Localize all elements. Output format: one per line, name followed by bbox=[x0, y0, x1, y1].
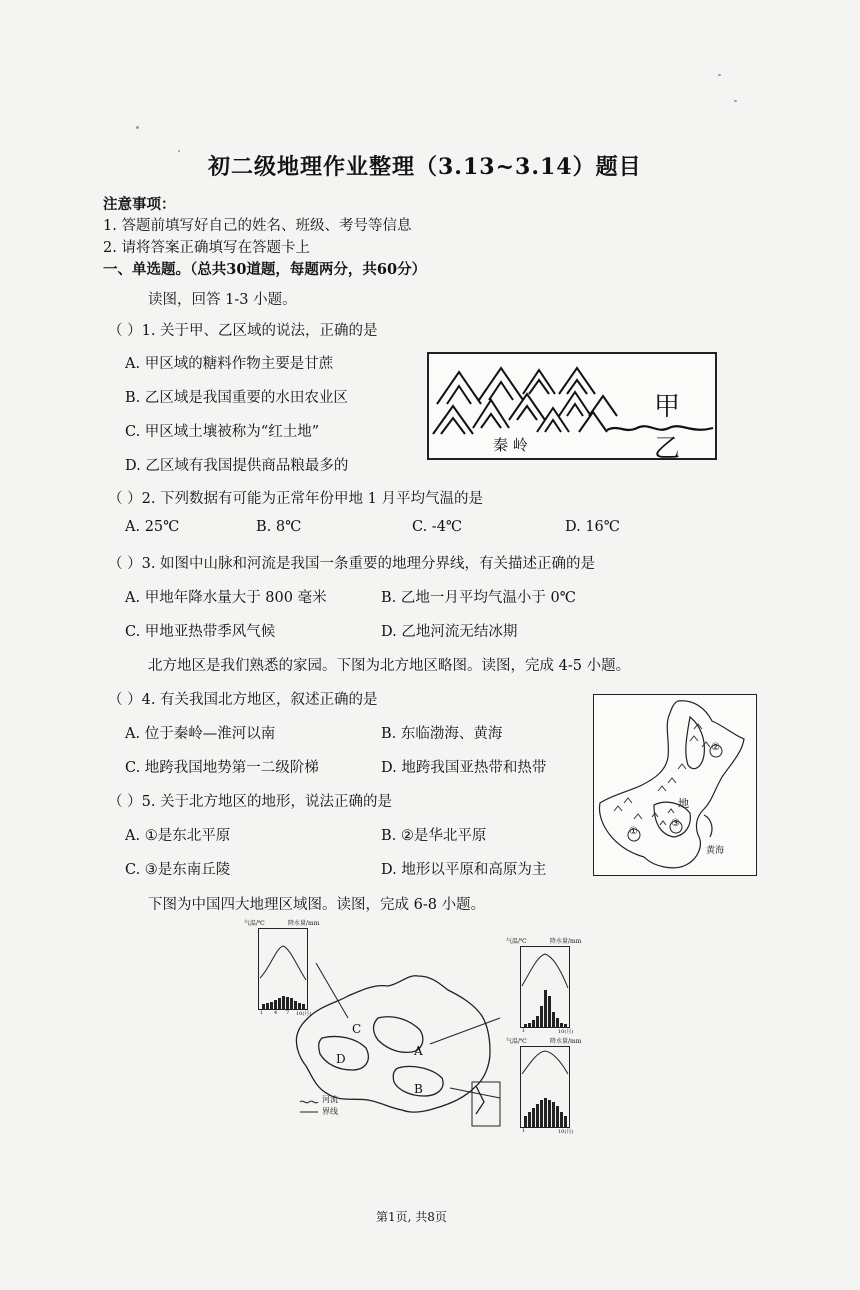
page-footer: 第1页, 共8页 bbox=[376, 1210, 447, 1224]
question-4-stem: （ ）4. 有关我国北方地区，叙述正确的是 bbox=[108, 692, 378, 708]
mountain-label: 秦 岭 bbox=[493, 436, 528, 454]
temp-label: 气温/℃ bbox=[244, 920, 265, 927]
scan-speck bbox=[734, 100, 737, 102]
q1-option-d: D. 乙区域有我国提供商品粮最多的 bbox=[125, 458, 349, 474]
q3-option-d: D. 乙地河流无结冰期 bbox=[381, 624, 518, 640]
x-ticks: 7 bbox=[286, 1010, 290, 1016]
question-2-stem: （ ）2. 下列数据有可能为正常年份甲地 1 月平均气温的是 bbox=[108, 491, 483, 507]
temp-label: 气温/℃ bbox=[506, 938, 527, 945]
notes-heading: 注意事项： bbox=[103, 196, 176, 213]
yi-label: 乙 bbox=[654, 434, 681, 464]
section-heading: 一、单选题。（总共30道题，每题两分，共60分） bbox=[103, 261, 427, 278]
north-map-sketch bbox=[594, 695, 756, 875]
q3-option-c: C. 甲地亚热带季风气候 bbox=[125, 624, 276, 640]
scan-speck bbox=[718, 74, 721, 76]
climate-plot bbox=[520, 946, 570, 1028]
region-c: C bbox=[352, 1022, 362, 1036]
question-intro: 读图，回答 1-3 小题。 bbox=[148, 292, 297, 308]
q4-option-b: B. 东临渤海、黄海 bbox=[381, 726, 503, 742]
qinling-figure bbox=[427, 352, 717, 464]
x-ticks: 1 bbox=[522, 1028, 526, 1034]
region-a: A bbox=[414, 1044, 423, 1058]
sea-label: 黄海 bbox=[706, 846, 725, 856]
q2-option-c: C. -4℃ bbox=[412, 519, 463, 535]
q3-option-b: B. 乙地一月平均气温小于 0℃ bbox=[381, 590, 576, 606]
prec-label: 降水量/mm bbox=[550, 938, 582, 945]
q2-option-b: B. 8℃ bbox=[256, 519, 302, 535]
jia-label: 甲 bbox=[654, 392, 681, 422]
note-item: 2. 请将答案正确填写在答题卡上 bbox=[103, 240, 310, 256]
map-label-1: ① bbox=[629, 826, 638, 837]
legend-border: 界线 bbox=[322, 1107, 338, 1116]
question-5-stem: （ ）5. 关于北方地区的地形，说法正确的是 bbox=[108, 794, 393, 810]
map-label-3: ③ bbox=[671, 818, 680, 829]
q2-option-d: D. 16℃ bbox=[565, 519, 620, 535]
climate-chart-a bbox=[500, 936, 590, 1036]
q4-option-c: C. 地跨我国地势第一二级阶梯 bbox=[125, 760, 319, 776]
map-text: 地 bbox=[678, 797, 689, 810]
page-title: 初二级地理作业整理（3.13~3.14）题目 bbox=[208, 154, 642, 180]
question-intro: 下图为中国四大地理区域图。读图，完成 6-8 小题。 bbox=[148, 897, 486, 913]
climate-chart-c bbox=[238, 918, 328, 1018]
q1-option-b: B. 乙区域是我国重要的水田农业区 bbox=[125, 390, 348, 406]
q1-option-a: A. 甲区域的糖料作物主要是甘蔗 bbox=[125, 356, 334, 372]
q1-option-c: C. 甲区域土壤被称为“红土地” bbox=[125, 424, 320, 440]
question-3-stem: （ ）3. 如图中山脉和河流是我国一条重要的地理分界线，有关描述正确的是 bbox=[108, 556, 596, 572]
q5-option-a: A. ①是东北平原 bbox=[125, 828, 231, 844]
q4-option-a: A. 位于秦岭—淮河以南 bbox=[125, 726, 276, 742]
q5-option-d: D. 地形以平原和高原为主 bbox=[381, 862, 547, 878]
question-intro: 北方地区是我们熟悉的家园。下图为北方地区略图。读图，完成 4-5 小题。 bbox=[148, 658, 631, 674]
note-item: 1. 答题前填写好自己的姓名、班级、考号等信息 bbox=[103, 218, 412, 234]
q5-option-b: B. ②是华北平原 bbox=[381, 828, 487, 844]
climate-plot bbox=[258, 928, 308, 1010]
north-region-map bbox=[593, 694, 757, 876]
q3-option-a: A. 甲地年降水量大于 800 毫米 bbox=[125, 590, 327, 606]
climate-plot bbox=[520, 1046, 570, 1128]
x-ticks: 1 bbox=[522, 1128, 526, 1134]
x-ticks: 4 bbox=[274, 1010, 278, 1016]
q2-option-a: A. 25℃ bbox=[125, 519, 180, 535]
prec-label: 降水量/mm bbox=[288, 920, 320, 927]
x-ticks: 10(月) bbox=[558, 1129, 574, 1135]
x-ticks: 10(月) bbox=[296, 1011, 312, 1017]
climate-chart-b bbox=[500, 1036, 590, 1136]
scan-speck bbox=[136, 126, 139, 129]
q4-option-d: D. 地跨我国亚热带和热带 bbox=[381, 760, 547, 776]
scan-speck bbox=[178, 150, 180, 152]
x-ticks: 1 bbox=[260, 1010, 264, 1016]
region-d: D bbox=[336, 1052, 346, 1066]
legend-river: 河流 bbox=[322, 1095, 338, 1104]
q5-option-c: C. ③是东南丘陵 bbox=[125, 862, 231, 878]
region-b: B bbox=[414, 1082, 423, 1096]
map-label-2: ② bbox=[711, 742, 720, 753]
x-ticks: 10(月) bbox=[558, 1029, 574, 1035]
temp-label: 气温/℃ bbox=[506, 1038, 527, 1045]
question-1-stem: （ ）1. 关于甲、乙区域的说法，正确的是 bbox=[108, 323, 378, 339]
prec-label: 降水量/mm bbox=[550, 1038, 582, 1045]
